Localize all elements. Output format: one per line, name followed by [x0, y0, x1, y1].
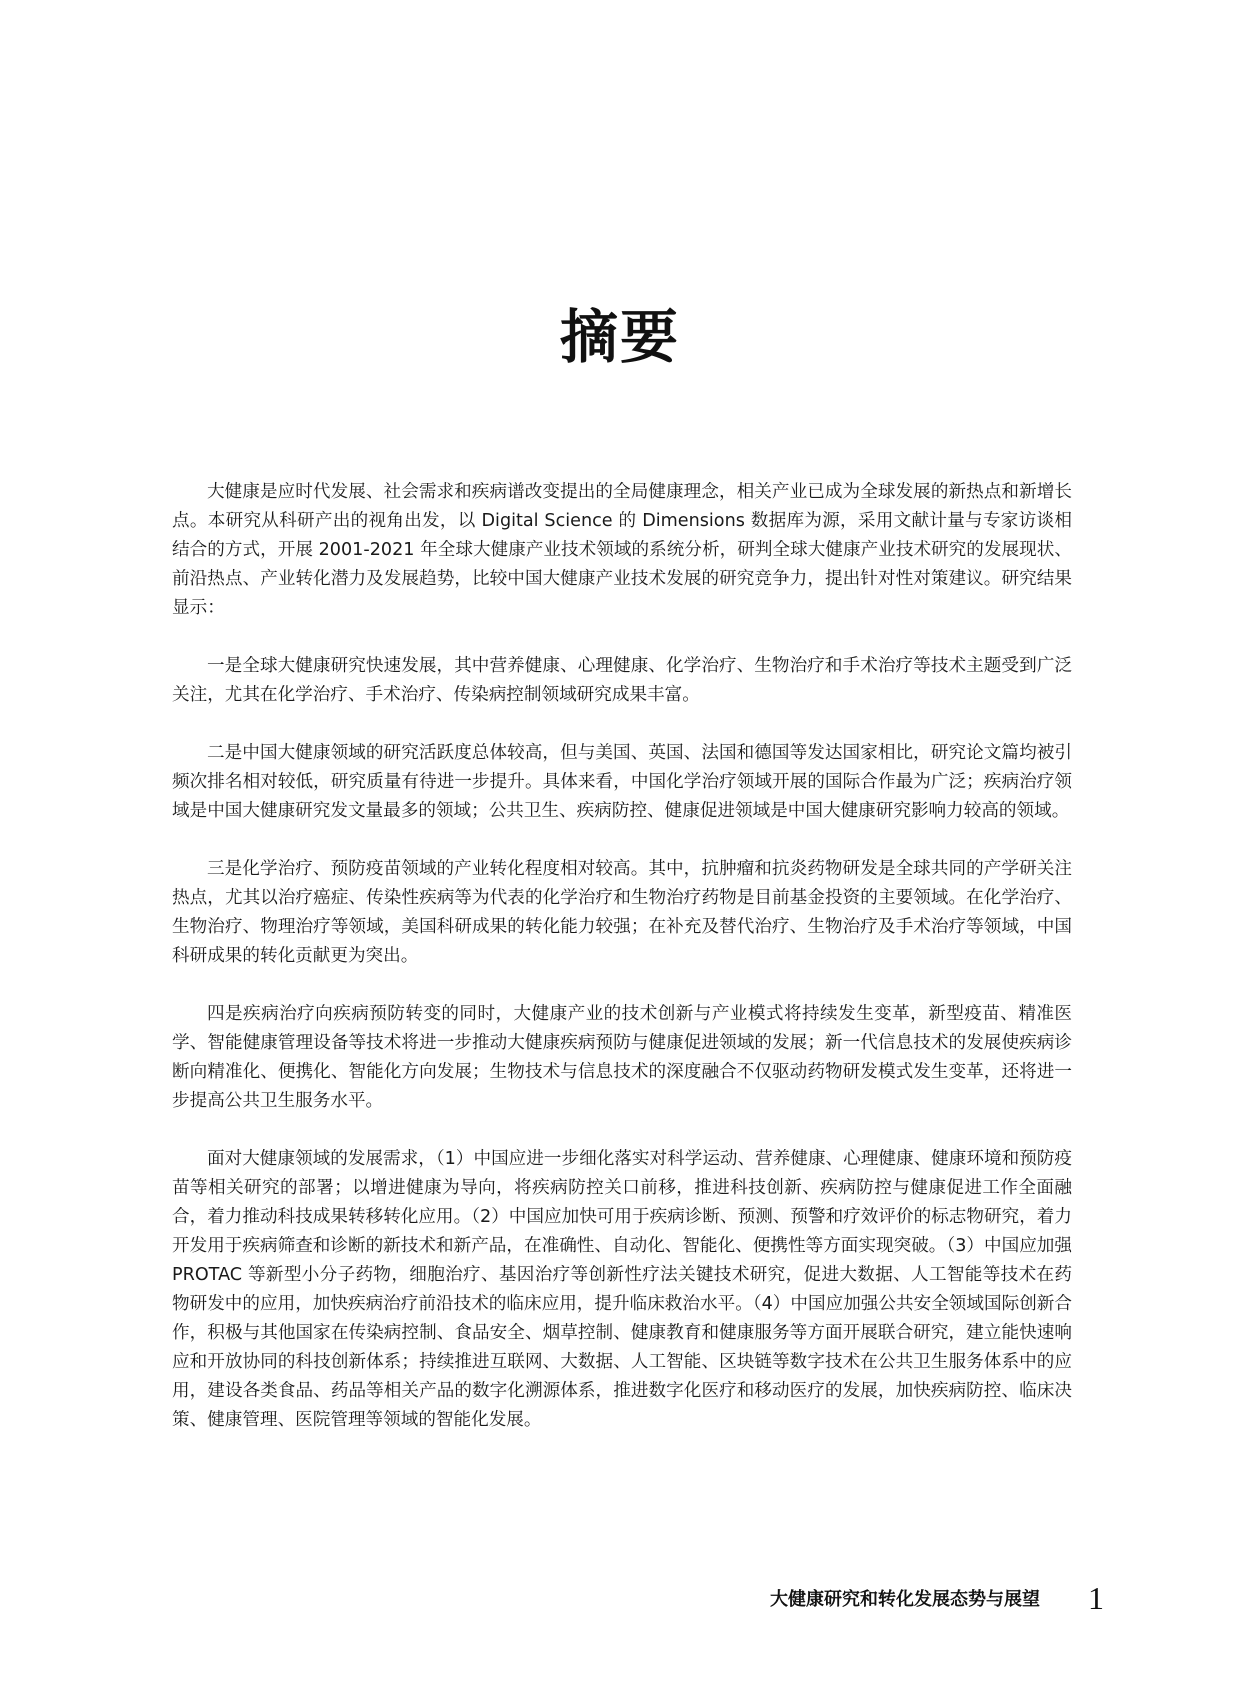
footer-book-title: 大健康研究和转化发展态势与展望	[770, 1589, 1040, 1610]
paragraph-intro: 大健康是应时代发展、社会需求和疾病谱改变提出的全局健康理念，相关产业已成为全球发展的新热点和新增长点。本研究从科研产出的视角出发，以 Digital Science 的 Dimensions 数据库为源，采用文献计量与专家访谈相结合的方式，开展 2001-2021 年全球大健康产业技术领域的系统分析，研判全球大健康产业技术研究的发展现状、前沿热点、产业转化潜力及发展趋势，比较中国大健康产业技术发展的研究竞争力，提出针对性对策建议。研究结果显示：	[172, 482, 1072, 618]
paragraph-finding-4: 四是疾病治疗向疾病预防转变的同时，大健康产业的技术创新与产业模式将持续发生变革，新型疫苗、精准医学、智能健康管理设备等技术将进一步推动大健康疾病预防与健康促进领域的发展；新一代信息技术的发展使疾病诊断向精准化、便携化、智能化方向发展；生物技术与信息技术的深度融合不仅驱动药物研发模式发生变革，还将进一步提高公共卫生服务水平。	[172, 1004, 1072, 1111]
paragraph-finding-2: 二是中国大健康领域的研究活跃度总体较高，但与美国、英国、法国和德国等发达国家相比，研究论文篇均被引频次排名相对较低，研究质量有待进一步提升。具体来看，中国化学治疗领域开展的国际合作最为广泛；疾病治疗领域是中国大健康研究发文量最多的领域；公共卫生、疾病防控、健康促进领域是中国大健康研究影响力较高的领域。	[172, 743, 1072, 821]
paragraph-finding-3: 三是化学治疗、预防疫苗领域的产业转化程度相对较高。其中，抗肿瘤和抗炎药物研发是全球共同的产学研关注热点，尤其以治疗癌症、传染性疾病等为代表的化学治疗和生物治疗药物是目前基金投资的主要领域。在化学治疗、生物治疗、物理治疗等领域，美国科研成果的转化能力较强；在补充及替代治疗、生物治疗及手术治疗等领域，中国科研成果的转化贡献更为突出。	[172, 859, 1072, 966]
page-footer	[0, 1580, 1240, 1620]
page-title: 摘要	[559, 303, 680, 371]
paragraph-recommendations: 面对大健康领域的发展需求，（1）中国应进一步细化落实对科学运动、营养健康、心理健康、健康环境和预防疫苗等相关研究的部署；以增进健康为导向，将疾病防控关口前移，推进科技创新、疾病防控与健康促进工作全面融合，着力推动科技成果转移转化应用。（2）中国应加快可用于疾病诊断、预测、预警和疗效评价的标志物研究，着力开发用于疾病筛查和诊断的新技术和新产品，在准确性、自动化、智能化、便携性等方面实现突破。（3）中国应加强 PROTAC 等新型小分子药物，细胞治疗、基因治疗等创新性疗法关键技术研究，促进大数据、人工智能等技术在药物研发中的应用，加快疾病治疗前沿技术的临床应用，提升临床救治水平。（4）中国应加强公共安全领域国际创新合作，积极与其他国家在传染病控制、食品安全、烟草控制、健康教育和健康服务等方面开展联合研究，建立能快速响应和开放协同的科技创新体系；持续推进互联网、大数据、人工智能、区块链等数字技术在公共卫生服务体系中的应用，建设各类食品、药品等相关产品的数字化溯源体系，推进数字化医疗和移动医疗的发展，加快疾病防控、临床决策、健康管理、医院管理等领域的智能化发展。	[172, 1149, 1072, 1430]
abstract-body	[172, 478, 1072, 1464]
footer-page-number: 1	[1088, 1580, 1104, 1616]
paragraph-finding-1: 一是全球大健康研究快速发展，其中营养健康、心理健康、化学治疗、生物治疗和手术治疗等技术主题受到广泛关注，尤其在化学治疗、手术治疗、传染病控制领域研究成果丰富。	[172, 656, 1072, 705]
